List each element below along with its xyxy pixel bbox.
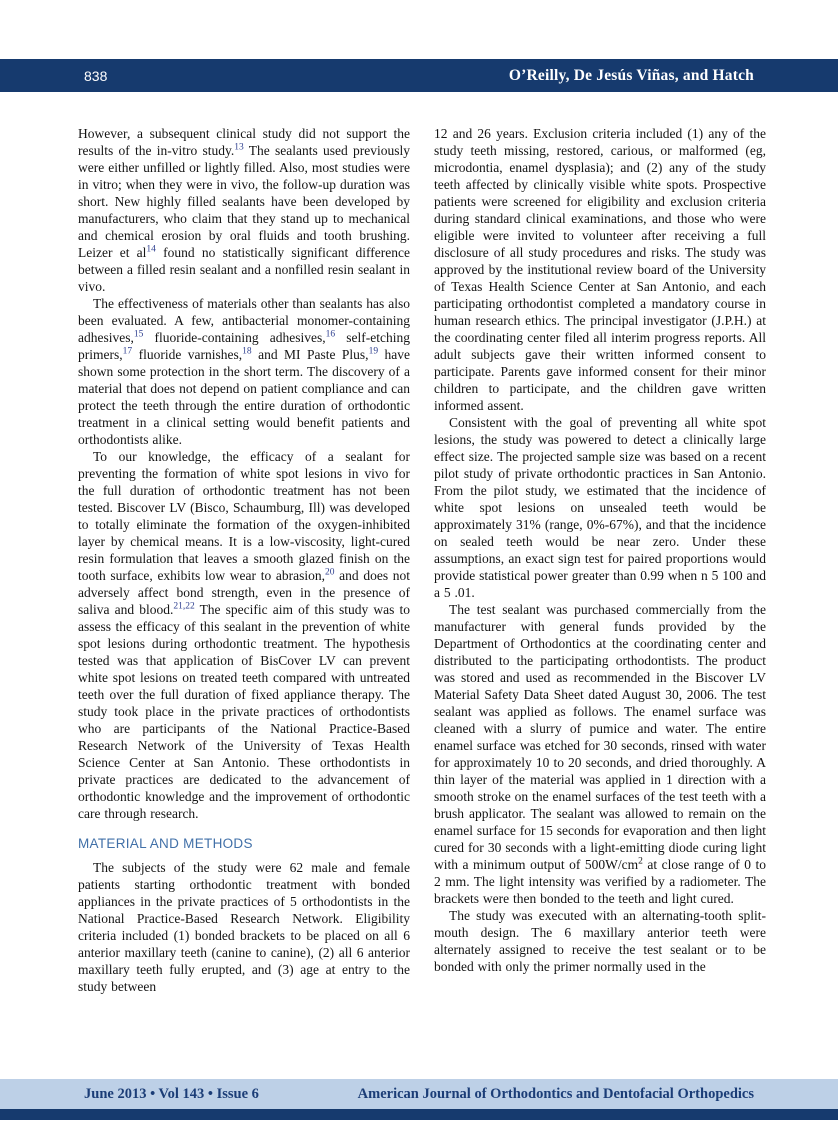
paragraph: The test sealant was purchased commercially from the manufacturer with general funds provided by the Department of Orthodontics at the coordinating center and distributed to the participating orthodontists. The product was stored and used as recommended in the Biscover LV Material Safety Data Sheet dated August 30, 2006. The test sealant was applied as follows. The enamel surface was cleaned with a slurry of pumice and water. The entire enamel surface was etched for 30 seconds, rinsed with water for approximately 10 to 20 seconds, and dried thoroughly. A thin layer of the material was applied in 1 direction with a smooth stroke on the enamel surfaces of the test teeth with a brush applicator. The sealant was allowed to remain on the enamel surface for 15 seconds for evaporation and then light cured for 30 seconds with a light-emitting diode curing light with a minimum output of $500W/cm^2$ at close range of 0 to 2 mm. The light intensity was verified by a radiometer. The brackets were then bonded to the teeth and light cured. — [434, 602, 766, 906]
reference-superscript[interactable]: 13 — [234, 142, 244, 153]
reference-superscript[interactable]: 18 — [242, 346, 252, 357]
reference-superscript[interactable]: 21,22 — [173, 601, 195, 612]
reference-superscript[interactable]: 17 — [122, 346, 133, 357]
paragraph: To our knowledge, the efficacy of a sealant for preventing the formation of white spot lesions in vivo for the full duration of orthodontic treatment has not been tested. Biscover LV (Bisco, Schaumburg, Ill) was developed to totally eliminate the formation of the oxygen-inhibited layer by chemical means. It is a low-viscosity, light-cured resin formulation that leaves a smooth glazed finish on the tooth surface, exhibits low wear to abrasion,$^{20}$ and does not adversely affect bond strength, even in the presence of saliva and blood.$^{21,22}$ The specific aim of this study was to assess the efficacy of this sealant in the prevention of white spot lesions during orthodontic treatment. The hypothesis tested was that application of BisCover LV can prevent white spot lesions on treated teeth compared with untreated teeth over the full duration of fixed appliance therapy. The study took place in the private practices of orthodontists who are participants of the National Practice-Based Research Network of the University of Texas Health Science Center at San Antonio. These orthodontists in private practices are dedicated to the advancement of orthodontic knowledge and the improvement of orthodontic care through research. — [78, 449, 411, 821]
paragraph: Consistent with the goal of preventing all white spot lesions, the study was powered to detect a clinically large effect size. The projected sample size was based on a recent pilot study of private orthodontic practices in San Antonio. From the pilot study, we estimated that the incidence of white spot lesions on unsealed teeth would be approximately 31% (range, 0%-67%), and that the incidence on sealed teeth would be near zero. Under these assumptions, an exact sign test for paired proportions would provide statistical power greater than 0.99 when n 5 100 and a 5 .01. — [434, 415, 766, 600]
section-heading: MATERIAL AND METHODS — [78, 836, 253, 851]
reference-superscript[interactable]: 16 — [325, 329, 336, 340]
running-title: O’Reilly, De Jesús Viñas, and Hatch — [508, 66, 754, 84]
reference-superscript[interactable]: 15 — [133, 329, 144, 340]
right-column — [434, 125, 766, 995]
paragraph: The effectiveness of materials other than sealants has also been evaluated. A few, antibacterial monomer-containing adhesives,$^{15}$ fluoride-containing adhesives,$^{16}$ self-etching primers,$^{17}$ fluoride varnishes,$^{18}$ and MI Paste Plus,$^{19}$ have shown some protection in the short term. The discovery of a material that does not depend on patient compliance and can protect the teeth through the entire duration of orthodontic treatment in a clinical setting would benefit patients and orthodontists alike. — [78, 296, 410, 447]
page-number: 838 — [84, 67, 108, 84]
paragraph: The study was executed with an alternating-tooth split-mouth design. The 6 maxillary anterior teeth were alternately assigned to receive the test sealant or to be bonded with only the primer normally used in the — [434, 908, 766, 974]
paragraph: However, a subsequent clinical study did not support the results of the in-vitro study.$^{13}$ The sealants used previously were either unfilled or lightly filled. Also, most studies were in vitro; when they were in vivo, the follow-up duration was short. New highly filled sealants have been developed by manufacturers, who claim that they stand up to mechanical and chemical erosion by oral fluids and tooth brushing. Leizer et al$^{14}$ found no statistically significant difference between a filled resin sealant and a nonfilled resin sealant in vivo. — [78, 126, 411, 294]
reference-superscript[interactable]: 20 — [324, 567, 335, 578]
reference-superscript[interactable]: 14 — [146, 244, 156, 255]
left-column — [78, 125, 410, 995]
bottom-rule-bar — [0, 1109, 838, 1120]
reference-superscript[interactable]: 19 — [368, 346, 379, 357]
superscript: 2 — [638, 856, 643, 867]
header-bar — [0, 59, 838, 92]
paragraph: 12 and 26 years. Exclusion criteria included (1) any of the study teeth missing, restored, carious, or malformed (eg, microdontia, enamel dysplasia); and (2) any of the study teeth affected by clinically visible white spots. Prospective patients were screened for eligibility and exclusion criteria during standard clinical examinations, and those who were eligible were invited to volunteer after receiving a full disclosure of all study procedures and risks. The study was approved by the institutional review board of the University of Texas Health Science Center at San Antonio, and each participating orthodontist completed a mandatory course in human research ethics. The principal investigator (J.P.H.) at the coordinating center filed all interim progress reports. All adult subjects gave their written informed consent to participate. Parents gave informed consent for their minor children to participate, and the children gave written informed assent. — [434, 126, 766, 413]
footer-journal-name: American Journal of Orthodontics and Dentofacial Orthopedics — [357, 1085, 754, 1102]
footer-band — [0, 1079, 838, 1109]
article-body — [78, 125, 766, 995]
paragraph: The subjects of the study were 62 male and female patients starting orthodontic treatment with bonded appliances in the private practices of 5 orthodontists in the National Practice-Based Research Network. Eligibility criteria included (1) bonded brackets to be placed on all 6 anterior maxillary teeth (canine to canine), (2) all 6 anterior maxillary teeth fully erupted, and (3) age at entry to the study between — [78, 860, 410, 994]
footer-issue-info: June 2013 • Vol 143 • Issue 6 — [84, 1085, 259, 1102]
